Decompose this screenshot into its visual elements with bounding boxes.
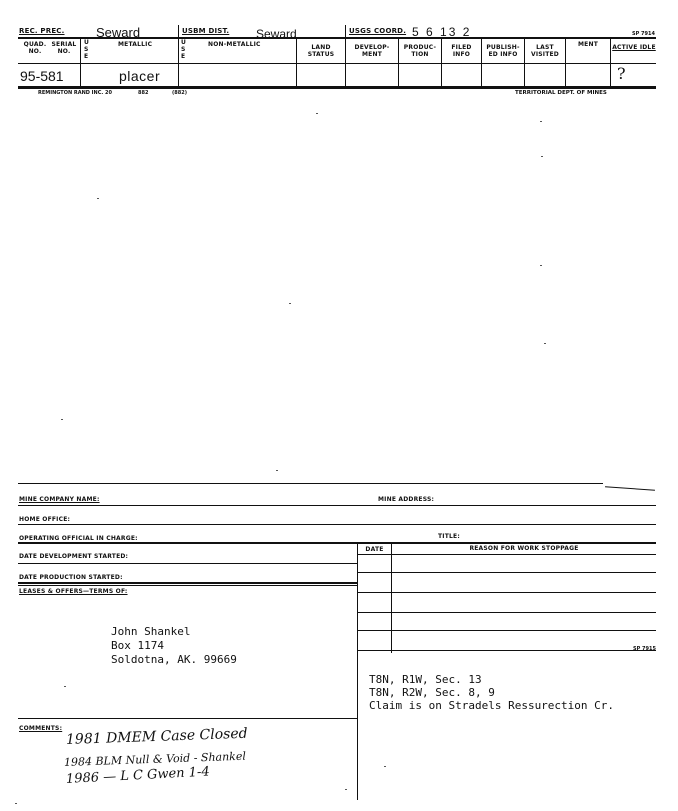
owner-box: Box 1174 xyxy=(111,639,164,652)
quad-serial-value: 95-581 xyxy=(20,68,64,84)
location-line-1: T8N, R1W, Sec. 13 xyxy=(369,673,482,686)
usgs-coord-label: USGS COORD. xyxy=(349,27,407,35)
location-line-2: T8N, R2W, Sec. 8, 9 xyxy=(369,686,495,699)
col-production: PRODUC- TION xyxy=(403,44,437,58)
col-non-metallic: NON-METALLIC xyxy=(208,41,261,48)
date-production-started-label: DATE PRODUCTION STARTED: xyxy=(19,574,123,581)
rec-prec-label: REC. PREC. xyxy=(19,27,65,35)
col-use-2: U S E xyxy=(181,39,187,60)
comment-line-1: 1981 DMEM Case Closed xyxy=(65,725,248,748)
col-ment: MENT xyxy=(578,41,598,48)
metallic-value: placer xyxy=(119,68,161,84)
col-land-status: LAND STATUS xyxy=(307,44,335,58)
agency-text: TERRITORIAL DEPT. OF MINES xyxy=(515,90,607,96)
comment-line-3: 1986 — L C Gwen 1-4 xyxy=(65,764,211,787)
owner-city: Soldotna, AK. 99669 xyxy=(111,653,237,666)
col-published-info: PUBLISH- ED INFO xyxy=(486,44,520,58)
col-serial-no: SERIAL NO. xyxy=(51,41,77,55)
col-quad-no: QUAD. NO. xyxy=(23,41,47,55)
mine-company-name-label: MINE COMPANY NAME: xyxy=(19,496,100,503)
col-active-idle: ACTIVE IDLE xyxy=(612,44,656,51)
col-last-visited: LAST VISITED xyxy=(530,44,559,58)
code-1: 882 xyxy=(138,90,149,96)
location-line-3: Claim is on Stradels Ressurection Cr. xyxy=(369,699,615,712)
home-office-label: HOME OFFICE: xyxy=(19,516,71,523)
owner-name: John Shankel xyxy=(111,625,191,638)
col-development: DEVELOP- MENT xyxy=(354,44,390,58)
rec-prec-value: Seward xyxy=(96,25,141,40)
date-development-started-label: DATE DEVELOPMENT STARTED: xyxy=(19,553,129,560)
comment-line-2: 1984 BLM Null & Void - Shankel xyxy=(63,749,247,769)
date-col-header: DATE xyxy=(365,546,384,553)
operating-official-label: OPERATING OFFICIAL IN CHARGE: xyxy=(19,535,138,542)
form-number-2: SP 7915 xyxy=(633,646,656,652)
col-metallic: METALLIC xyxy=(118,41,153,48)
code-2: (882) xyxy=(172,90,188,96)
leases-offers-label: LEASES & OFFERS—TERMS OF: xyxy=(19,588,128,595)
active-idle-value: ? xyxy=(617,64,626,83)
col-filed-info: FILED INFO xyxy=(451,44,472,58)
printer-text: REMINGTON RAND INC. 20 xyxy=(38,90,112,96)
comments-label: COMMENTS: xyxy=(19,725,63,732)
col-use-1: U S E xyxy=(84,39,90,60)
title-label: TITLE: xyxy=(438,533,460,540)
mine-address-label: MINE ADDRESS: xyxy=(378,496,435,503)
usgs-coord-value: 5 6 13 2 xyxy=(412,25,472,39)
usbm-dist-value: Seward xyxy=(256,27,297,41)
form-number: SP 7914 xyxy=(632,31,655,37)
usbm-dist-label: USBM DIST. xyxy=(182,27,230,35)
reason-col-header: REASON FOR WORK STOPPAGE xyxy=(469,545,579,552)
